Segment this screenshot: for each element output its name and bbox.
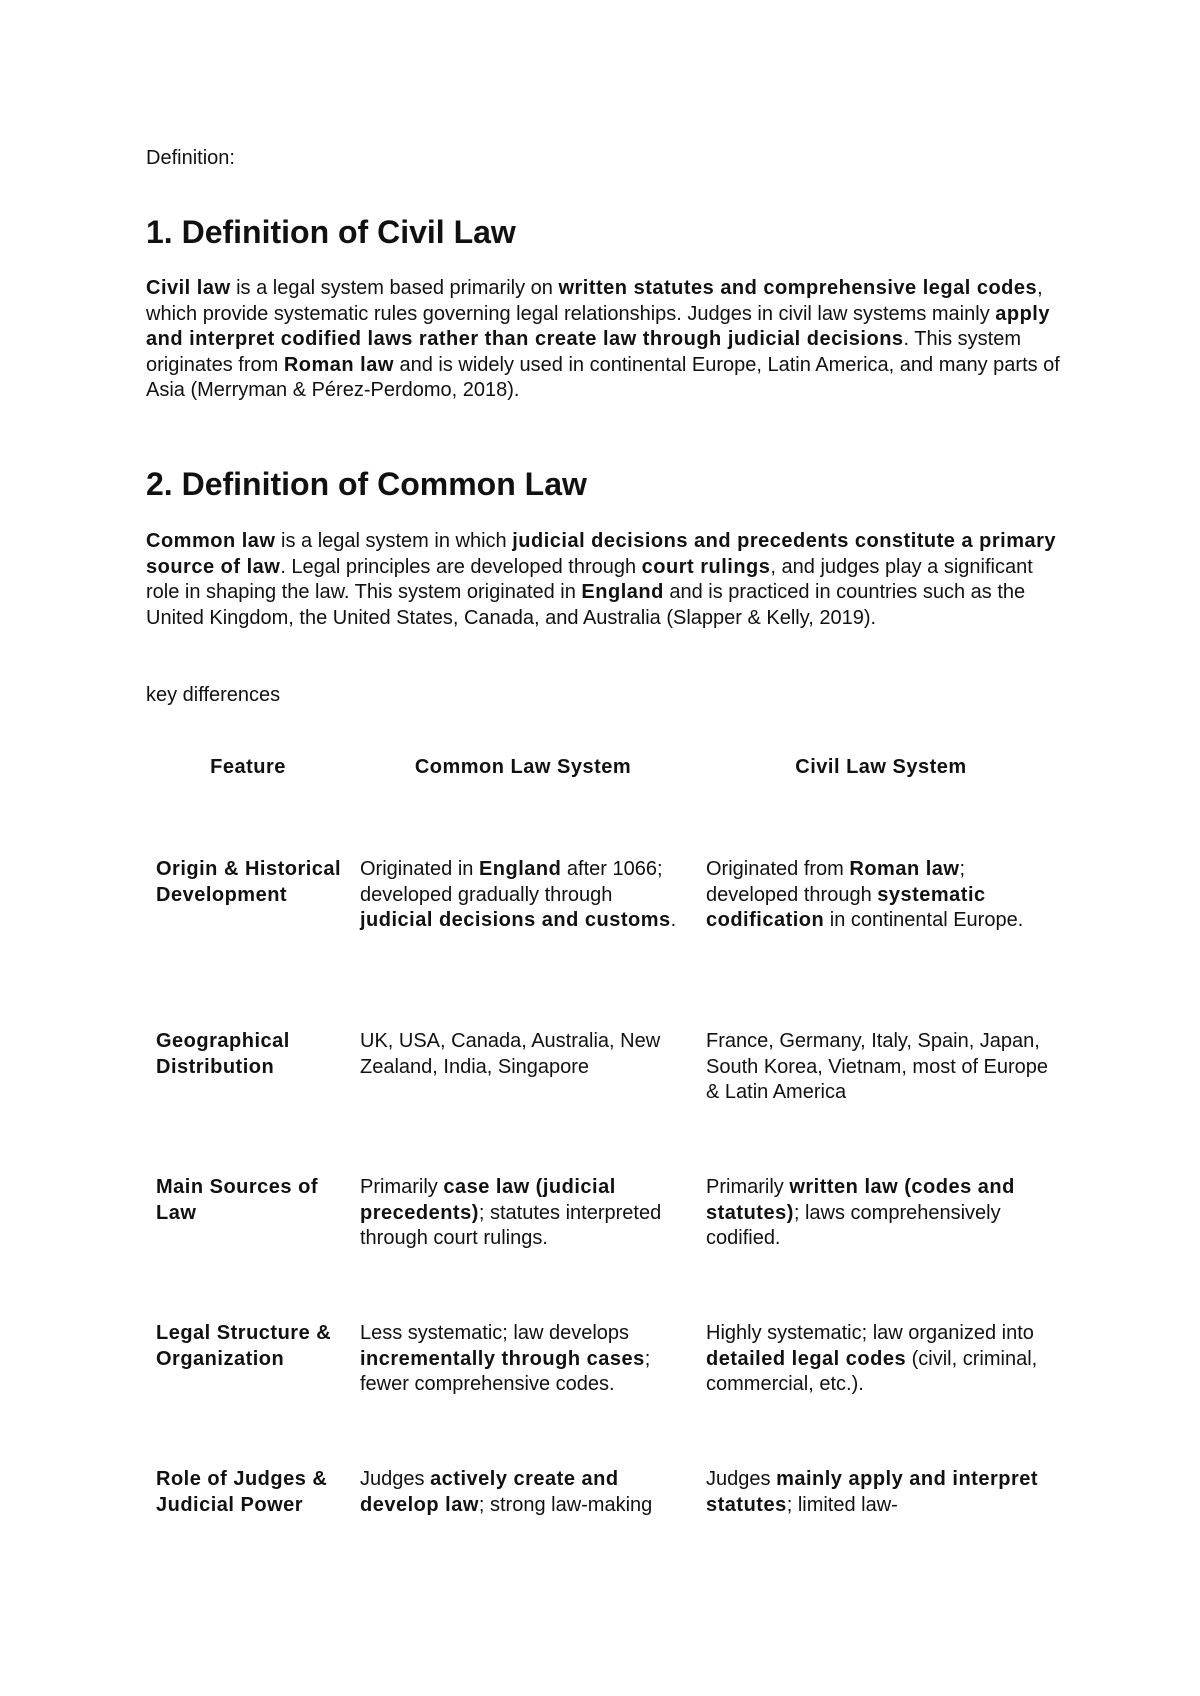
text-run: and is practiced in countries such as the United Kingdom, the United States, Canada, and Australia (Slapper & Kelly, 2019). (146, 581, 1026, 629)
bold-text-run: England (478, 858, 562, 880)
bold-text-run: judicial decisions and customs (360, 909, 671, 931)
section-heading-common-law: 2. Definition of Common Law (146, 466, 587, 502)
text-run: is a legal system in which (275, 530, 513, 552)
civil-law-cell (696, 1321, 1066, 1467)
bold-text-run: court rulings (641, 555, 771, 578)
civil-law-cell (696, 857, 1066, 1029)
text-run: (civil, criminal, commercial, etc.). (706, 1347, 1038, 1395)
text-run: . This system originates from (146, 328, 1021, 376)
table-spacer (146, 805, 1066, 857)
text-run: ; developed through (706, 858, 966, 906)
text-run: ; fewer comprehensive codes. (360, 1347, 651, 1395)
text-run: is a legal system based primarily on (230, 277, 559, 299)
header-common-law: Common Law System (414, 756, 632, 778)
text-run: in continental Europe. (824, 909, 1024, 931)
bold-text-run: Common law (146, 530, 276, 552)
common-law-cell (350, 1467, 696, 1639)
text-run: ; statutes interpreted through court rulings. (360, 1201, 662, 1249)
text-run: Judges (360, 1468, 431, 1490)
table-row (146, 1467, 1066, 1639)
text-run: Primarily (360, 1176, 444, 1198)
text-run: Less systematic; law develops (360, 1322, 630, 1344)
text-run: . (670, 909, 677, 931)
intro-label: Definition: (146, 147, 235, 169)
bold-text-run: mainly apply and interpret statutes (706, 1468, 1039, 1516)
bold-text-run: written law (codes and statutes) (706, 1176, 1015, 1224)
feature-cell: Geographical Distribution (156, 1030, 290, 1078)
text-run: ; laws comprehensively codified. (706, 1201, 1001, 1249)
text-run: , and judges play a significant role in shaping the law. This system originated in (146, 555, 1033, 603)
bold-text-run: apply and interpret codified laws rather than create law through judicial decisions (146, 302, 1050, 350)
feature-cell: Main Sources of Law (156, 1176, 318, 1224)
bold-text-run: actively create and develop law (360, 1468, 619, 1516)
text-run: Originated in (360, 858, 479, 880)
civil-law-paragraph (146, 276, 1066, 404)
text-run: Highly systematic; law organized into (706, 1322, 1034, 1344)
comparison-table (146, 755, 1066, 1639)
text-run: Primarily (706, 1176, 790, 1198)
bold-text-run: Roman law (283, 353, 394, 376)
common-law-paragraph (146, 529, 1066, 631)
civil-law-cell (696, 1029, 1066, 1175)
table-row (146, 1175, 1066, 1321)
table-row (146, 1321, 1066, 1467)
section-heading-civil-law: 1. Definition of Civil Law (146, 214, 516, 250)
civil-law-cell (696, 1467, 1066, 1639)
common-law-cell (350, 857, 696, 1029)
key-differences-label: key differences (146, 684, 281, 706)
bold-text-run: written statutes and comprehensive legal codes (558, 277, 1038, 299)
text-run: , which provide systematic rules governing legal relationships. Judges in civil law systems mainly (146, 277, 1043, 325)
bold-text-run: Roman law (849, 858, 960, 880)
bold-text-run: case law (judicial precedents) (360, 1176, 616, 1224)
text-run: France, Germany, Italy, Spain, Japan, South Korea, Vietnam, most of Europe & Latin America (706, 1030, 1049, 1103)
feature-cell: Origin & Historical Development (156, 858, 342, 906)
table-header-row (146, 755, 1066, 805)
text-run: ; limited law- (786, 1493, 898, 1516)
common-law-cell (350, 1321, 696, 1467)
text-run: Originated from (706, 858, 850, 880)
table-row (146, 1029, 1066, 1175)
bold-text-run: systematic codification (706, 883, 986, 931)
common-law-cell (350, 1175, 696, 1321)
civil-law-cell (696, 1175, 1066, 1321)
bold-text-run: England (581, 581, 664, 603)
bold-text-run: judicial decisions and precedents constitute a primary source of law (146, 530, 1057, 578)
bold-text-run: incrementally through cases (360, 1347, 645, 1370)
text-run: ; strong law-making (478, 1493, 653, 1516)
feature-cell: Role of Judges & Judicial Power (156, 1468, 328, 1516)
header-feature: Feature (210, 756, 286, 778)
text-run: . Legal principles are developed through (280, 555, 642, 578)
text-run: after 1066; developed gradually through (360, 858, 663, 906)
bold-text-run: Civil law (146, 277, 231, 299)
feature-cell: Legal Structure & Organization (156, 1322, 332, 1370)
common-law-cell (350, 1029, 696, 1175)
text-run: Judges (706, 1468, 777, 1490)
text-run: UK, USA, Canada, Australia, New Zealand, India, Singapore (360, 1030, 661, 1078)
table-row (146, 857, 1066, 1029)
header-civil-law: Civil Law System (795, 756, 967, 778)
text-run: and is widely used in continental Europe, Latin America, and many parts of Asia (Merryman & Pérez-Perdomo, 2018). (146, 353, 1060, 401)
bold-text-run: detailed legal codes (706, 1347, 907, 1370)
